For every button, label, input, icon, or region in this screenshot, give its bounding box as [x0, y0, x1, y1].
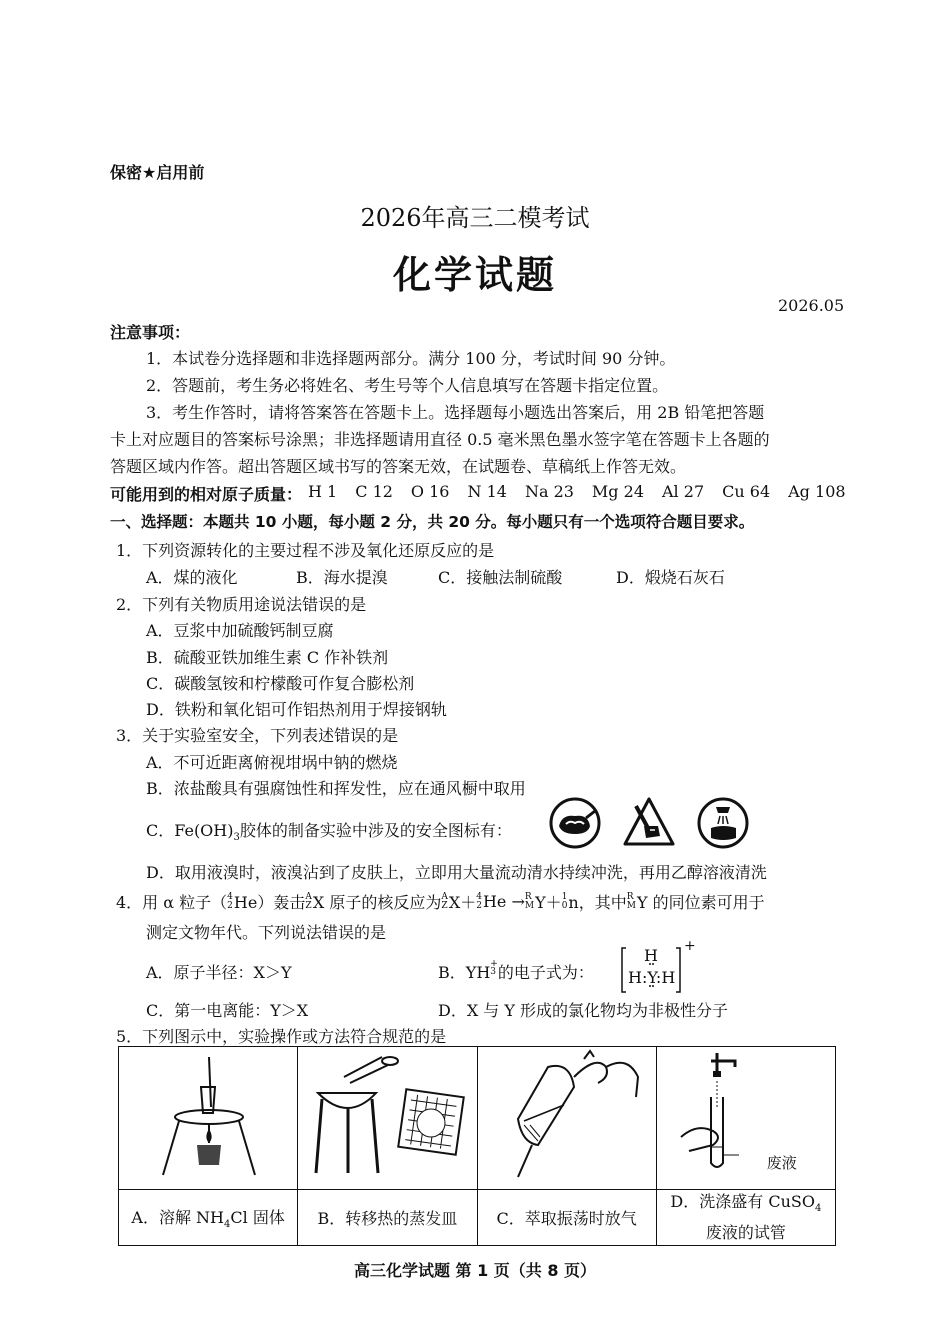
note-1: 1．本试卷分选择题和非选择题两部分。满分 100 分，考试时间 90 分钟。	[146, 349, 676, 368]
q4-nuclide-x1: A Z	[305, 891, 312, 911]
q1-option-a: A．煤的液化	[146, 568, 238, 587]
q4-option-b	[438, 960, 594, 983]
heating-icon	[548, 796, 602, 850]
hand-wash-icon	[696, 796, 750, 850]
q4-stem-line2: 测定文物年代。下列说法错误的是	[146, 923, 387, 942]
separatory-funnel-icon	[478, 1047, 656, 1185]
safety-icons	[548, 796, 750, 850]
q2-option-d: D．铁粉和氧化铝可作铝热剂用于焊接钢轨	[146, 700, 447, 719]
q4-nuclide-y2: R M	[626, 891, 636, 911]
atomic-mass-n: N 14	[467, 482, 507, 501]
note-2: 2．答题前，考生务必将姓名、考生号等个人信息填写在答题卡指定位置。	[146, 376, 669, 395]
atomic-mass-line	[110, 482, 846, 505]
page-title: 化学试题	[392, 253, 557, 297]
q3-option-d: D．取用液溴时，液溴沾到了皮肤上，立即用大量流动清水持续冲洗，再用乙醇溶液清洗	[146, 863, 767, 882]
figure-b-cell	[298, 1047, 477, 1190]
evaporating-dish-icon	[298, 1047, 476, 1185]
note-3-line1: 3．考生作答时，请将答案答在答题卡上。选择题每小题选出答案后，用 2B 铅笔把答题	[146, 403, 765, 422]
q4-stem-line1	[116, 890, 765, 913]
q4-text-g: n，其中	[568, 893, 627, 912]
figure-d-cell	[656, 1047, 835, 1190]
atomic-mass-mg: Mg 24	[591, 482, 644, 501]
q4-nuclide-y1: R M	[524, 891, 535, 911]
q4-nuclide-x2: A Z	[441, 891, 448, 911]
section-heading: 一、选择题：本题共 10 小题，每小题 2 分，共 20 分。每小题只有一个选项符合题目要求。	[110, 513, 755, 531]
q4-option-a: A．原子半径：X＞Y	[146, 963, 292, 982]
exam-date: 2026.05	[778, 296, 845, 315]
q2-option-c: C．碳酸氢铵和柠檬酸可作复合膨松剂	[146, 674, 415, 693]
figure-d-caption: D．洗涤盛有 CuSO$_4$ 废液的试管	[656, 1190, 835, 1246]
lewis-top-h: H	[644, 946, 658, 965]
q1-option-d: D．煅烧石灰石	[616, 568, 725, 587]
q3-stem: 3．关于实验室安全，下列表述错误的是	[116, 726, 399, 745]
q3-option-c	[146, 818, 512, 843]
lewis-charge: +	[684, 938, 696, 954]
q4-option-b-pre: B．YH	[438, 963, 491, 982]
waste-liquid-label: 废液	[766, 1154, 797, 1172]
note-3-line3: 答题区域内作答。超出答题区域书写的答案无效，在试题卷、草稿纸上作答无效。	[110, 457, 687, 476]
q4-option-d: D．X 与 Y 形成的氯化物均为非极性分子	[438, 1001, 729, 1020]
atomic-mass-cu: Cu 64	[722, 482, 771, 501]
q4-nuclide-he2: 4 2	[476, 891, 482, 911]
figure-b-caption: B．转移热的蒸发皿	[298, 1190, 477, 1246]
q4-text-c: X 原子的核反应为	[312, 893, 442, 912]
q5-figure-table	[118, 1046, 836, 1246]
atomic-mass-o: O 16	[410, 482, 450, 501]
q4-option-b-post: 的电子式为：	[497, 963, 594, 982]
atomic-mass-c: C 12	[355, 482, 393, 501]
atomic-mass-al: Al 27	[662, 482, 705, 501]
faucet-test-tube-icon	[657, 1047, 835, 1185]
q1-option-c: C．接触法制硫酸	[438, 568, 563, 587]
note-3-line2: 卡上对应题目的答案标号涂黑；非选择题请用直径 0.5 毫米黑色墨水签字笔在答题卡上各题的	[110, 430, 770, 449]
q4-text-f: Y＋	[535, 893, 562, 912]
exam-name: 2026年高三二模考试	[360, 204, 590, 232]
figure-a-caption: A．溶解 $NH_4Cl$ 固体	[119, 1190, 298, 1246]
q4-option-b-scripts: + 3	[490, 959, 498, 977]
sharp-object-icon	[622, 796, 676, 850]
q2-option-b: B．硫酸亚铁加维生素 C 作补铁剂	[146, 648, 389, 667]
page-footer: 高三化学试题 第 1 页（共 8 页）	[353, 1261, 597, 1280]
atomic-mass-h: H 1	[308, 482, 338, 501]
lewis-middle: H:Y:H	[628, 968, 676, 987]
q4-text-d: X＋	[448, 893, 477, 912]
atomic-mass-ag: Ag 108	[788, 482, 846, 501]
q3-option-c-pre: C．Fe(OH)	[146, 821, 234, 840]
q2-stem: 2．下列有关物质用途说法错误的是	[116, 595, 367, 614]
q3-option-c-post: 胶体的制备实验中涉及的安全图标有：	[239, 821, 512, 840]
atomic-mass-na: Na 23	[524, 482, 574, 501]
atomic-mass-label: 可能用到的相对原子质量：	[110, 485, 303, 504]
confidential-mark: 保密★启用前	[110, 163, 205, 182]
q4-nuclide-n: 1 0	[561, 891, 568, 911]
q4-text-a: 4．用 α 粒子（	[116, 893, 228, 912]
q4-text-e: He →	[482, 892, 525, 911]
q1-stem: 1．下列资源转化的主要过程不涉及氧化还原反应的是	[116, 541, 495, 560]
q3-option-c-sub: 3	[233, 832, 240, 844]
q4-text-b: He）轰击	[233, 893, 306, 912]
q4-text-h: Y 的同位素可用于	[636, 893, 765, 912]
q2-option-a: A．豆浆中加硫酸钙制豆腐	[146, 621, 334, 640]
figure-a-cell	[119, 1047, 298, 1190]
lewis-structure	[620, 938, 700, 996]
q4-option-c: C．第一电离能：Y＞X	[146, 1001, 309, 1020]
figure-c-cell	[477, 1047, 656, 1190]
q4-nuclide-he1: 4 2	[227, 891, 233, 911]
q3-option-a: A．不可近距离俯视坩埚中钠的燃烧	[146, 753, 398, 772]
figure-c-caption: C．萃取振荡时放气	[477, 1190, 656, 1246]
notes-heading: 注意事项：	[110, 323, 191, 342]
q1-option-b: B．海水提溴	[296, 568, 388, 587]
q3-option-b: B．浓盐酸具有强腐蚀性和挥发性，应在通风橱中取用	[146, 779, 526, 798]
tripod-beaker-icon	[119, 1047, 297, 1185]
q5-stem: 5．下列图示中，实验操作或方法符合规范的是	[116, 1027, 447, 1046]
